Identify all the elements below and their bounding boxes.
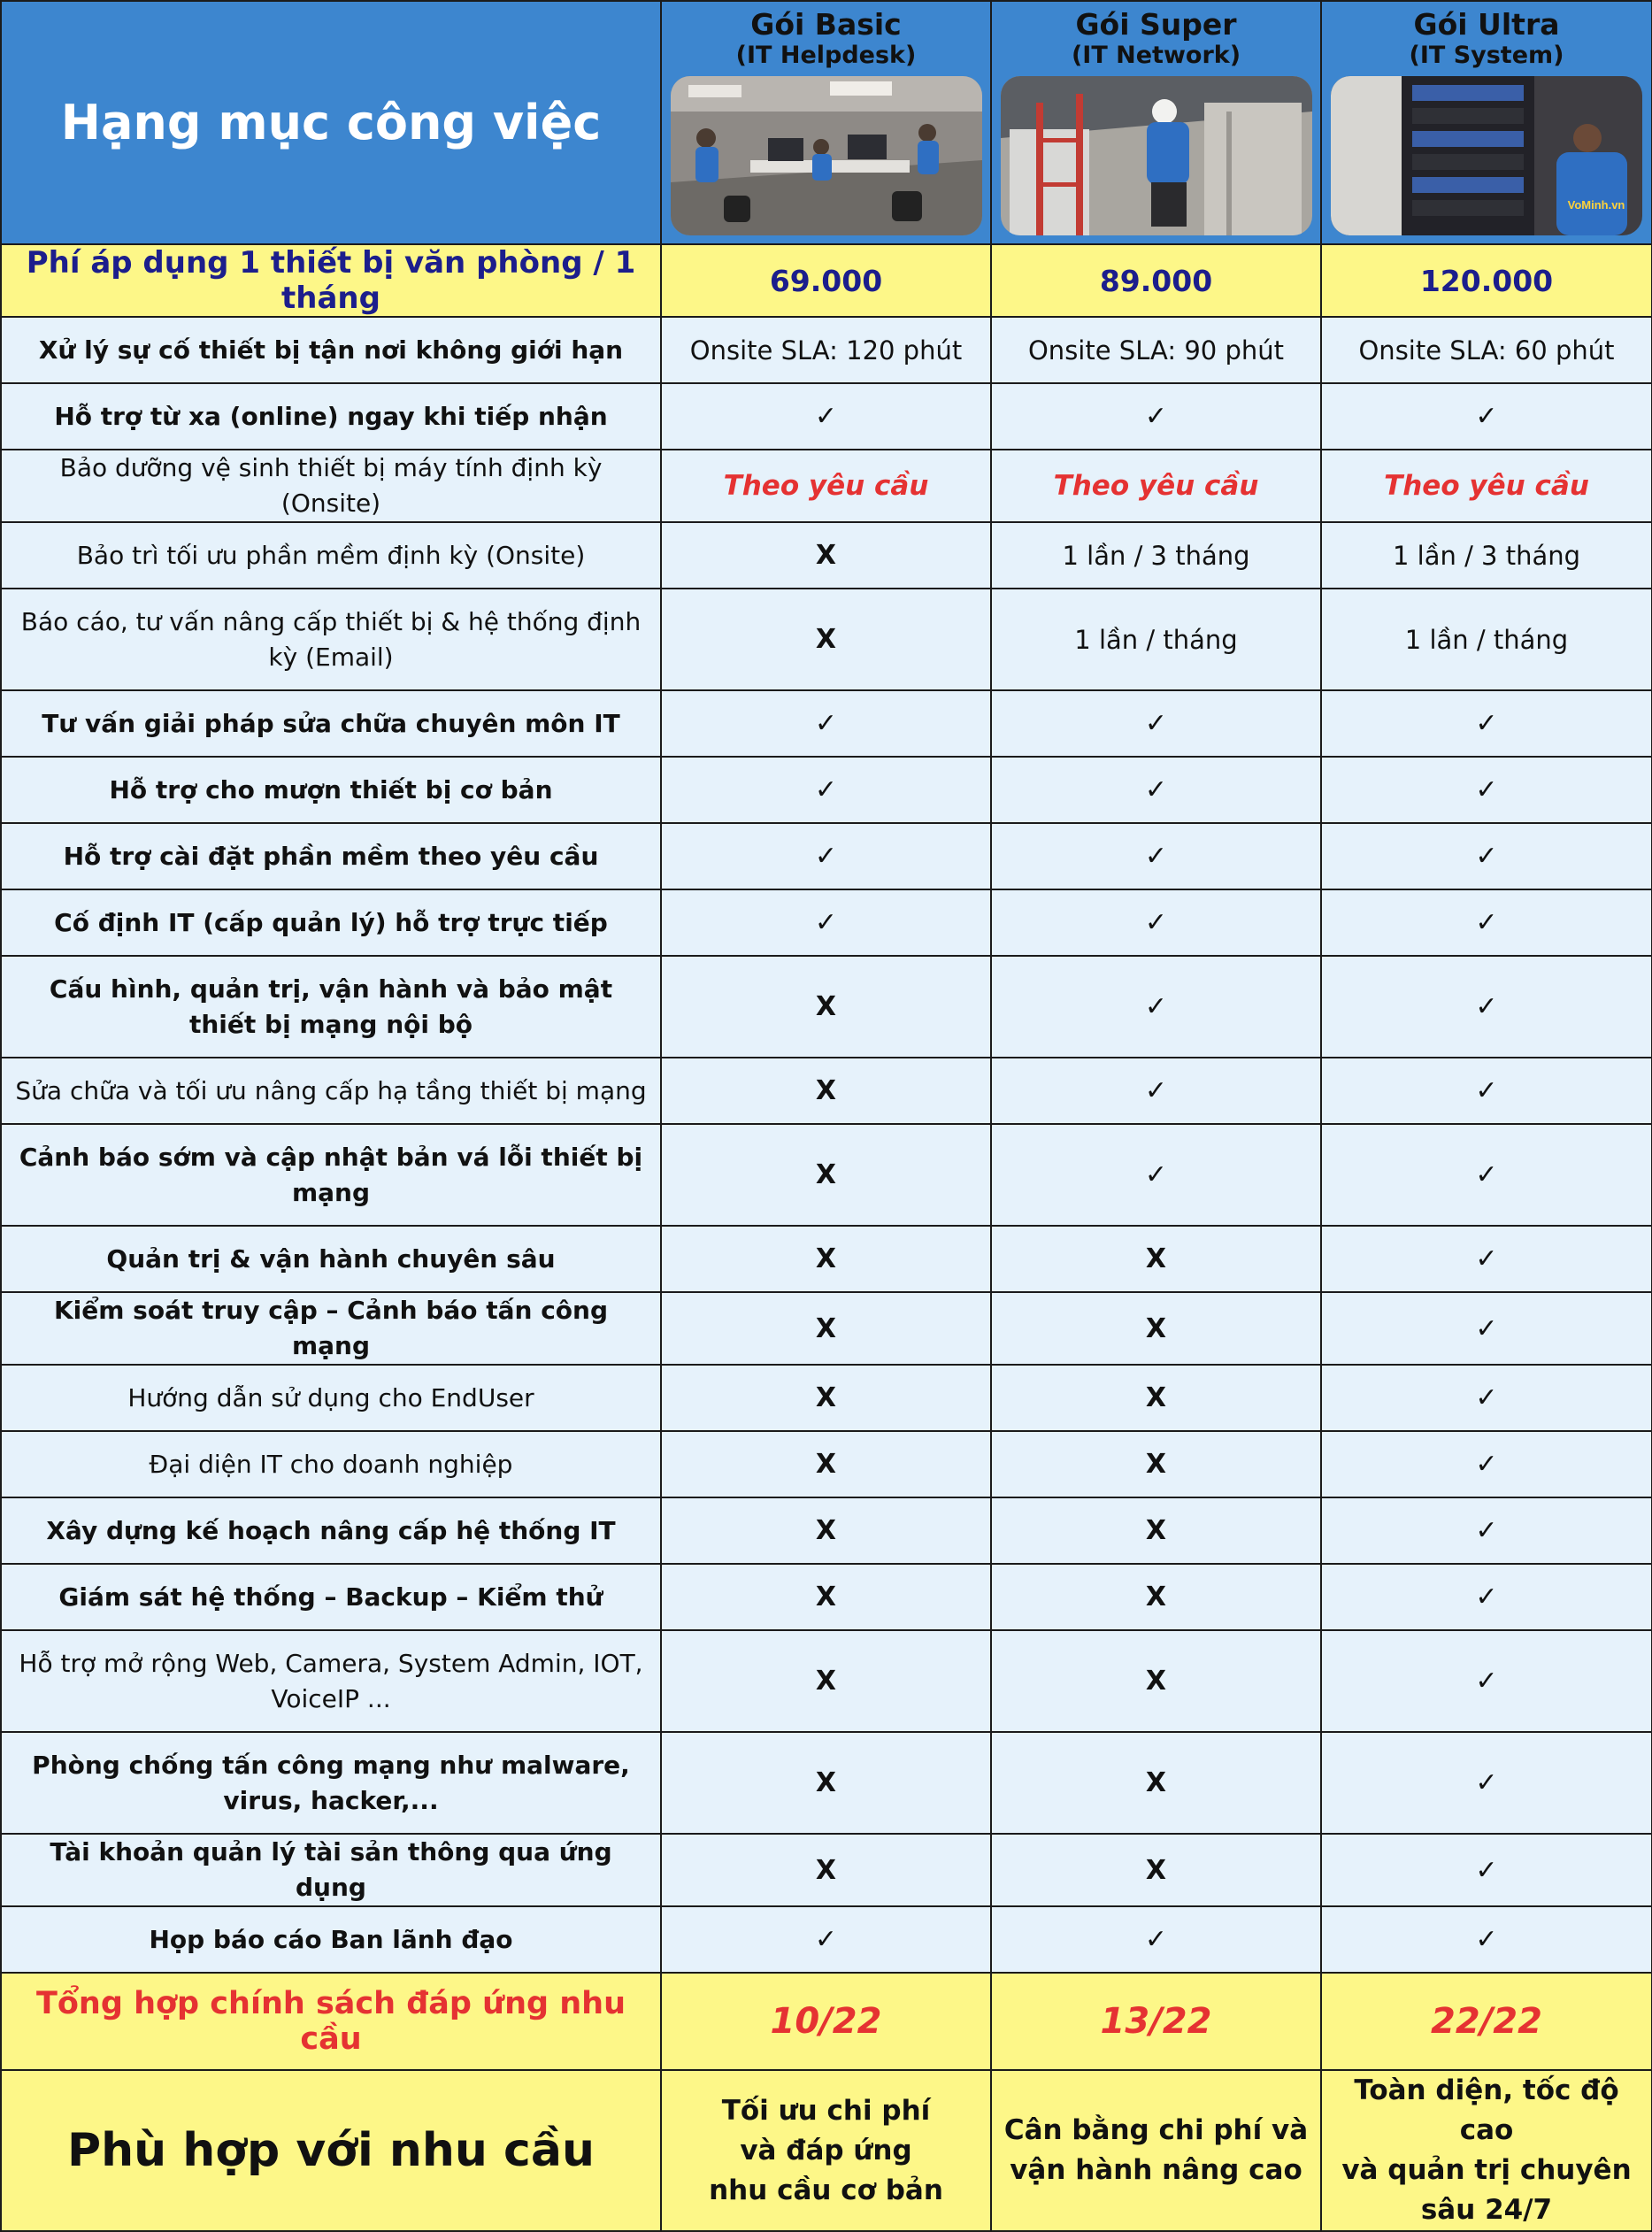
check-icon: ✓ — [1144, 1924, 1168, 1955]
cross-mark: X — [1145, 1312, 1167, 1344]
fit-value: Toàn diện, tốc độ cao và quản trị chuyên sâu 24/7 — [1341, 2074, 1632, 2226]
cross-mark: X — [1145, 1449, 1167, 1480]
feature-cell — [1321, 889, 1652, 956]
cross-mark: X — [1145, 1582, 1167, 1612]
cross-mark: X — [1145, 1767, 1167, 1798]
feature-name: Cố định IT (cấp quản lý) hỗ trợ trực tiếp — [1, 889, 661, 956]
summary-cell — [1321, 1973, 1652, 2070]
package-subtitle: (IT Helpdesk) — [735, 42, 917, 69]
cross-mark: X — [815, 1382, 837, 1413]
check-icon: ✓ — [1475, 774, 1498, 805]
check-icon: ✓ — [814, 774, 838, 805]
check-icon: ✓ — [1475, 708, 1498, 739]
feature-row — [1, 589, 1652, 690]
feature-cell — [661, 823, 991, 889]
feature-cell — [1321, 522, 1652, 589]
feature-name: Cảnh báo sớm và cập nhật bản vá lỗi thiết bị mạng — [1, 1124, 661, 1226]
cross-mark: X — [815, 991, 837, 1022]
server-rack-photo — [1331, 76, 1642, 235]
feature-cell — [661, 1124, 991, 1226]
price-cell — [1321, 244, 1652, 317]
feature-cell — [991, 383, 1321, 450]
summary-cell — [991, 1973, 1321, 2070]
feature-row — [1, 956, 1652, 1058]
feature-row — [1, 1431, 1652, 1497]
check-icon: ✓ — [1144, 1159, 1168, 1190]
feature-name: Hỗ trợ từ xa (online) ngay khi tiếp nhận — [1, 383, 661, 450]
feature-cell — [661, 1630, 991, 1732]
feature-cell — [661, 450, 991, 522]
feature-name: Bảo trì tối ưu phần mềm định kỳ (Onsite) — [1, 522, 661, 589]
check-icon: ✓ — [1144, 401, 1168, 432]
package-basic-header — [661, 1, 991, 244]
package-subtitle: (IT Network) — [1071, 42, 1241, 69]
feature-cell — [661, 522, 991, 589]
feature-cell — [1321, 1906, 1652, 1973]
fit-value: Cân bằng chi phí và vận hành nâng cao — [1003, 2114, 1309, 2186]
feature-cell — [991, 1058, 1321, 1124]
fit-row — [1, 2070, 1652, 2231]
check-icon: ✓ — [1475, 841, 1498, 872]
feature-row — [1, 757, 1652, 823]
cross-mark: X — [815, 1449, 837, 1480]
feature-cell — [991, 1226, 1321, 1292]
summary-label: Tổng hợp chính sách đáp ứng nhu cầu — [36, 1986, 626, 2057]
check-icon: ✓ — [1475, 907, 1498, 938]
cell-value: 1 lần / 3 tháng — [1392, 540, 1581, 571]
feature-cell — [661, 1564, 991, 1630]
feature-cell — [661, 1431, 991, 1497]
cell-value: 1 lần / tháng — [1404, 624, 1569, 655]
cell-value: Onsite SLA: 60 phút — [1358, 335, 1615, 366]
cross-mark: X — [815, 540, 837, 571]
feature-row — [1, 1226, 1652, 1292]
feature-cell — [1321, 1292, 1652, 1365]
feature-cell — [991, 1732, 1321, 1834]
feature-cell — [661, 383, 991, 450]
cross-mark: X — [1145, 1854, 1167, 1886]
feature-cell — [661, 757, 991, 823]
cross-mark: X — [815, 1515, 837, 1546]
summary-label-cell — [1, 1973, 661, 2070]
feature-cell — [661, 690, 991, 757]
package-super-header — [991, 1, 1321, 244]
feature-row — [1, 823, 1652, 889]
feature-row — [1, 1630, 1652, 1732]
feature-cell — [1321, 450, 1652, 522]
feature-name: Hỗ trợ cài đặt phần mềm theo yêu cầu — [1, 823, 661, 889]
feature-cell — [661, 1226, 991, 1292]
check-icon: ✓ — [1475, 1382, 1498, 1413]
cell-value: 1 lần / tháng — [1074, 624, 1238, 655]
voninh-logo-text: VoMinh.vn — [1567, 198, 1625, 212]
feature-cell — [661, 956, 991, 1058]
price-row — [1, 244, 1652, 317]
feature-cell — [991, 1431, 1321, 1497]
price-label: Phí áp dụng 1 thiết bị văn phòng / 1 tháng — [26, 245, 636, 316]
feature-cell — [1321, 1124, 1652, 1226]
check-icon: ✓ — [1475, 1854, 1498, 1886]
cross-mark: X — [1145, 1666, 1167, 1697]
feature-row — [1, 450, 1652, 522]
check-icon: ✓ — [1144, 708, 1168, 739]
feature-name: Cấu hình, quản trị, vận hành và bảo mật thiết bị mạng nội bộ — [1, 956, 661, 1058]
feature-cell — [991, 1292, 1321, 1365]
summary-value: 22/22 — [1431, 2001, 1542, 2042]
fit-cell — [661, 2070, 991, 2231]
check-icon: ✓ — [1475, 1515, 1498, 1546]
check-icon: ✓ — [1475, 1767, 1498, 1798]
feature-cell — [1321, 956, 1652, 1058]
feature-row — [1, 690, 1652, 757]
feature-cell — [991, 1365, 1321, 1431]
cell-value: 1 lần / 3 tháng — [1062, 540, 1250, 571]
feature-cell — [991, 1124, 1321, 1226]
cell-value: Onsite SLA: 90 phút — [1027, 335, 1284, 366]
check-icon: ✓ — [1475, 1312, 1498, 1344]
feature-name: Bảo dưỡng vệ sinh thiết bị máy tính định kỳ (Onsite) — [1, 450, 661, 522]
check-icon: ✓ — [814, 401, 838, 432]
feature-cell — [1321, 690, 1652, 757]
cross-mark: X — [815, 1075, 837, 1106]
package-name: Gói Super — [1075, 7, 1237, 42]
cross-mark: X — [815, 1312, 837, 1344]
cross-mark: X — [1145, 1382, 1167, 1413]
feature-cell — [661, 1906, 991, 1973]
feature-cell — [661, 317, 991, 383]
feature-cell — [1321, 1834, 1652, 1906]
feature-cell — [661, 589, 991, 690]
feature-cell — [991, 1564, 1321, 1630]
feature-cell — [991, 757, 1321, 823]
office-workers-photo — [671, 76, 982, 235]
feature-cell — [661, 1497, 991, 1564]
check-icon: ✓ — [1144, 841, 1168, 872]
feature-row — [1, 522, 1652, 589]
cell-value: Onsite SLA: 120 phút — [689, 335, 963, 366]
feature-row — [1, 889, 1652, 956]
feature-row — [1, 1497, 1652, 1564]
feature-name: Quản trị & vận hành chuyên sâu — [1, 1226, 661, 1292]
feature-row — [1, 383, 1652, 450]
cross-mark: X — [815, 624, 837, 655]
feature-name: Họp báo cáo Ban lãnh đạo — [1, 1906, 661, 1973]
price-value: 89.000 — [1099, 263, 1213, 298]
price-value: 120.000 — [1419, 263, 1554, 298]
cross-mark: X — [1145, 1515, 1167, 1546]
feature-name: Sửa chữa và tối ưu nâng cấp hạ tầng thiết bị mạng — [1, 1058, 661, 1124]
feature-row — [1, 1124, 1652, 1226]
check-icon: ✓ — [1475, 401, 1498, 432]
feature-cell — [1321, 1564, 1652, 1630]
feature-cell — [991, 956, 1321, 1058]
check-icon: ✓ — [1144, 907, 1168, 938]
check-icon: ✓ — [1475, 1243, 1498, 1274]
summary-value: 13/22 — [1100, 2001, 1212, 2042]
feature-cell — [661, 1058, 991, 1124]
feature-name: Hỗ trợ mở rộng Web, Camera, System Admin, IOT, VoiceIP ... — [1, 1630, 661, 1732]
price-cell — [991, 244, 1321, 317]
feature-name: Đại diện IT cho doanh nghiệp — [1, 1431, 661, 1497]
feature-name: Phòng chống tấn công mạng như malware, virus, hacker,... — [1, 1732, 661, 1834]
on-request-label: Theo yêu cầu — [723, 470, 929, 502]
feature-cell — [1321, 1365, 1652, 1431]
feature-name: Báo cáo, tư vấn nâng cấp thiết bị & hệ thống định kỳ (Email) — [1, 589, 661, 690]
feature-row — [1, 1058, 1652, 1124]
technician-ladder-photo — [1001, 76, 1312, 235]
package-name: Gói Ultra — [1413, 7, 1560, 42]
fit-label: Phù hợp với nhu cầu — [67, 2124, 595, 2177]
check-icon: ✓ — [1475, 991, 1498, 1022]
fit-cell — [1321, 2070, 1652, 2231]
fit-value: Tối ưu chi phí và đáp ứng nhu cầu cơ bản — [709, 2094, 943, 2206]
header-row — [1, 1, 1652, 244]
header-title-cell — [1, 1, 661, 244]
feature-cell — [1321, 383, 1652, 450]
feature-row — [1, 1732, 1652, 1834]
feature-row — [1, 1834, 1652, 1906]
package-subtitle: (IT System) — [1409, 42, 1564, 69]
check-icon: ✓ — [1475, 1582, 1498, 1612]
package-name: Gói Basic — [750, 7, 902, 42]
cross-mark: X — [815, 1159, 837, 1190]
feature-cell — [991, 1834, 1321, 1906]
feature-cell — [1321, 1226, 1652, 1292]
feature-name: Hỗ trợ cho mượn thiết bị cơ bản — [1, 757, 661, 823]
check-icon: ✓ — [1144, 774, 1168, 805]
feature-cell — [991, 1630, 1321, 1732]
feature-cell — [1321, 1431, 1652, 1497]
check-icon: ✓ — [1475, 1666, 1498, 1697]
fit-label-cell — [1, 2070, 661, 2231]
feature-cell — [991, 690, 1321, 757]
feature-cell — [991, 522, 1321, 589]
feature-cell — [1321, 589, 1652, 690]
fit-cell — [991, 2070, 1321, 2231]
feature-cell — [991, 450, 1321, 522]
price-value: 69.000 — [769, 263, 883, 298]
feature-cell — [991, 823, 1321, 889]
cross-mark: X — [1145, 1243, 1167, 1274]
check-icon: ✓ — [814, 708, 838, 739]
cross-mark: X — [815, 1767, 837, 1798]
check-icon: ✓ — [1475, 1075, 1498, 1106]
feature-cell — [991, 317, 1321, 383]
cross-mark: X — [815, 1243, 837, 1274]
summary-row — [1, 1973, 1652, 2070]
check-icon: ✓ — [1144, 991, 1168, 1022]
feature-cell — [1321, 1058, 1652, 1124]
feature-cell — [1321, 1497, 1652, 1564]
on-request-label: Theo yêu cầu — [1053, 470, 1259, 502]
check-icon: ✓ — [1475, 1924, 1498, 1955]
feature-name: Kiểm soát truy cập – Cảnh báo tấn công mạng — [1, 1292, 661, 1365]
price-label-cell — [1, 244, 661, 317]
feature-cell — [661, 1365, 991, 1431]
feature-cell — [661, 1834, 991, 1906]
feature-row — [1, 317, 1652, 383]
feature-name: Tài khoản quản lý tài sản thông qua ứng dụng — [1, 1834, 661, 1906]
check-icon: ✓ — [814, 841, 838, 872]
feature-row — [1, 1292, 1652, 1365]
summary-value: 10/22 — [770, 2001, 882, 2042]
feature-name: Xây dựng kế hoạch nâng cấp hệ thống IT — [1, 1497, 661, 1564]
check-icon: ✓ — [1475, 1449, 1498, 1480]
feature-row — [1, 1564, 1652, 1630]
feature-cell — [1321, 317, 1652, 383]
on-request-label: Theo yêu cầu — [1384, 470, 1589, 502]
cross-mark: X — [815, 1854, 837, 1886]
check-icon: ✓ — [814, 907, 838, 938]
check-icon: ✓ — [814, 1924, 838, 1955]
feature-cell — [1321, 1732, 1652, 1834]
feature-cell — [1321, 823, 1652, 889]
feature-cell — [661, 1732, 991, 1834]
feature-cell — [991, 1906, 1321, 1973]
feature-cell — [1321, 757, 1652, 823]
feature-cell — [1321, 1630, 1652, 1732]
feature-name: Giám sát hệ thống – Backup – Kiểm thử — [1, 1564, 661, 1630]
feature-cell — [991, 889, 1321, 956]
feature-cell — [661, 889, 991, 956]
price-cell — [661, 244, 991, 317]
feature-cell — [661, 1292, 991, 1365]
feature-name: Hướng dẫn sử dụng cho EndUser — [1, 1365, 661, 1431]
check-icon: ✓ — [1475, 1159, 1498, 1190]
feature-cell — [991, 1497, 1321, 1564]
feature-cell — [991, 589, 1321, 690]
cross-mark: X — [815, 1666, 837, 1697]
feature-name: Xử lý sự cố thiết bị tận nơi không giới hạn — [1, 317, 661, 383]
cross-mark: X — [815, 1582, 837, 1612]
check-icon: ✓ — [1144, 1075, 1168, 1106]
feature-row — [1, 1365, 1652, 1431]
feature-name: Tư vấn giải pháp sửa chữa chuyên môn IT — [1, 690, 661, 757]
summary-cell — [661, 1973, 991, 2070]
table-title: Hạng mục công việc — [60, 95, 602, 150]
package-ultra-header — [1321, 1, 1652, 244]
feature-row — [1, 1906, 1652, 1973]
